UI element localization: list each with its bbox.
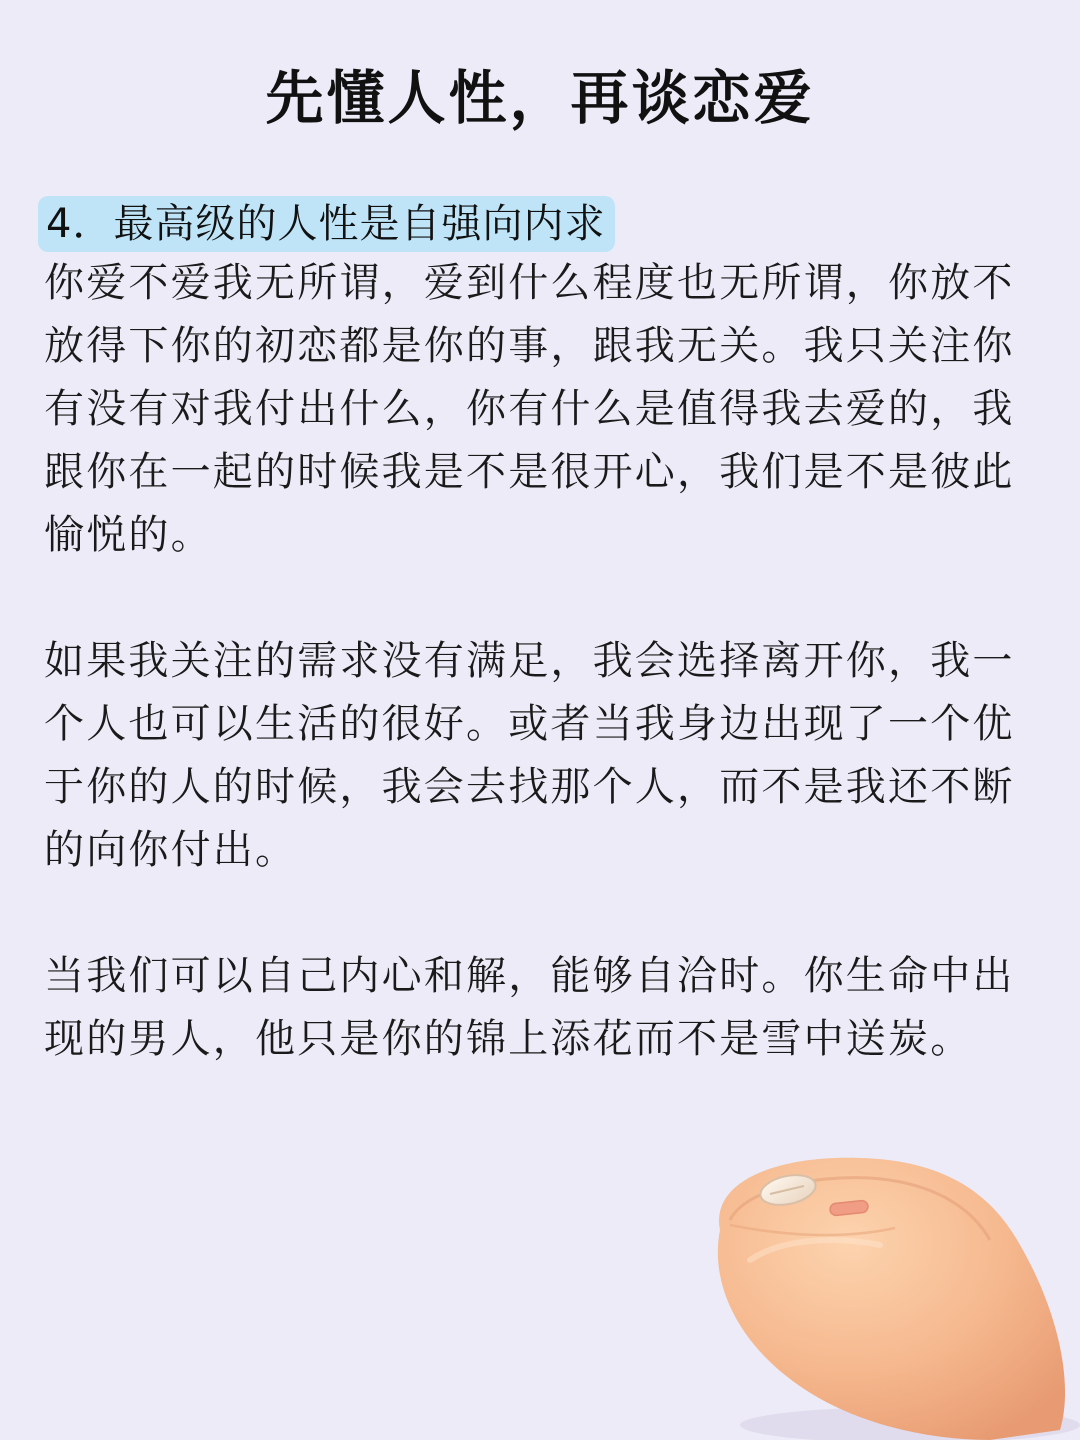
- article-body: [44, 196, 1040, 1071]
- section-heading: 4．最高级的人性是自强向内求: [38, 196, 615, 252]
- paragraph-2: 如果我关注的需求没有满足，我会选择离开你，我一个人也可以生活的很好。或者当我身边出现了一个优于你的人的时候，我会去找那个人，而不是我还不断的向你付出。: [44, 638, 1015, 873]
- paragraph-3: 当我们可以自己内心和解，能够自洽时。你生命中出现的男人，他只是你的锦上添花而不是雪中送炭。: [44, 953, 1015, 1062]
- page-title: 先懂人性，再谈恋爱: [265, 64, 815, 132]
- paragraph-1: 你爱不爱我无所谓，爱到什么程度也无所谓，你放不放得下你的初恋都是你的事，跟我无关。我只关注你有没有对我付出什么，你有什么是值得我去爱的，我跟你在一起的时候我是不是很开心，我们是不是彼此愉悦的。: [44, 260, 1015, 558]
- computer-mouse-icon: [690, 1150, 1080, 1440]
